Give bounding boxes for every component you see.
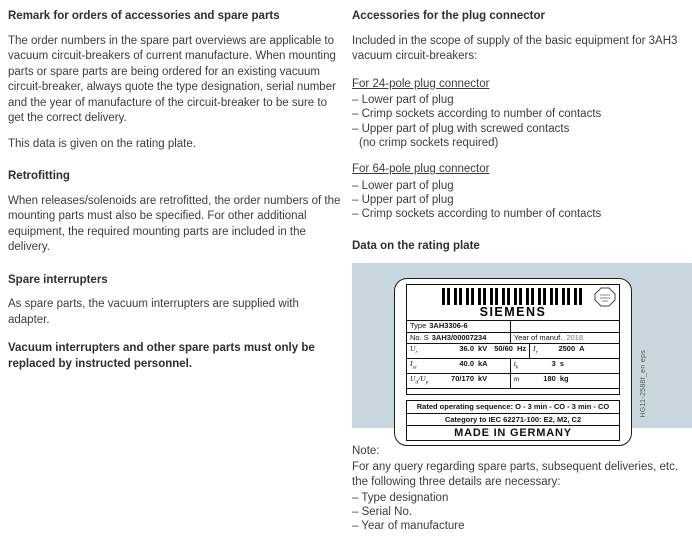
list-item: – Upper part of plug with screwed contacts bbox=[352, 122, 570, 135]
type-cell-right-empty bbox=[510, 321, 619, 332]
serial-cell bbox=[407, 333, 510, 344]
plate-empty-row bbox=[407, 388, 619, 394]
siemens-logo: SIEMENS bbox=[479, 305, 547, 320]
list-item: – Crimp sockets according to number of contacts bbox=[352, 108, 602, 121]
symbol-Ur: $U_r$ bbox=[410, 344, 418, 356]
rating-plate-label bbox=[394, 278, 632, 446]
frequency-value: 50/60 bbox=[494, 344, 513, 354]
mass-value: 180 bbox=[543, 374, 556, 384]
rated-voltage-unit: kV bbox=[478, 344, 488, 354]
plate-row-breaking-time bbox=[407, 358, 619, 373]
year-label: Year of manuf. bbox=[513, 332, 563, 342]
year-value: 2018 bbox=[566, 332, 584, 342]
figure-code-caption: HG11-2588f_en eps bbox=[640, 350, 647, 419]
withstand-voltage-unit: kV bbox=[478, 374, 488, 384]
list-64-pole bbox=[352, 179, 692, 222]
rated-voltage-value: 36.0 bbox=[459, 344, 474, 354]
barcode-icon bbox=[442, 288, 584, 305]
short-circuit-value: 40.0 bbox=[459, 359, 474, 369]
mass-unit: kg bbox=[559, 374, 569, 384]
rating-plate-figure bbox=[352, 263, 692, 440]
type-label: Type bbox=[410, 321, 427, 331]
withstand-voltage-value: 70/170 bbox=[451, 374, 474, 384]
list-item: – Lower part of plug bbox=[352, 94, 454, 106]
mass-cell bbox=[510, 374, 619, 388]
plate-row-voltage-current bbox=[407, 343, 619, 358]
quality-seal-icon bbox=[594, 287, 616, 307]
section-heading-plug-accessories: Accessories for the plug connector bbox=[352, 10, 545, 22]
serial-value: 3AH3/00007234 bbox=[431, 332, 487, 342]
note-item: – Year of manufacture bbox=[352, 520, 465, 533]
symbol-m: m bbox=[513, 374, 520, 384]
frequency-unit: Hz bbox=[516, 344, 527, 354]
duration-unit: s bbox=[559, 359, 564, 369]
note-label: Note: bbox=[352, 445, 380, 458]
note-item: – Serial No. bbox=[352, 505, 413, 518]
made-in-germany-row: MADE IN GERMANY bbox=[407, 425, 619, 440]
rating-plate-table bbox=[406, 284, 620, 395]
rated-current-value: 2500 bbox=[558, 344, 576, 354]
rated-voltage-cell bbox=[407, 344, 529, 358]
section-heading-spare-parts: Remark for orders of accessories and spare parts bbox=[8, 10, 280, 22]
plate-row-withstand-mass bbox=[407, 373, 619, 388]
short-circuit-unit: kA bbox=[478, 359, 488, 369]
spare-parts-paragraph: The order numbers in the spare part overviews are applicable to vacuum circuit-breakers of current manufacture. When mounting parts or spare parts are being ordered for an existing vacuum circuit-breaker, always quote the type designation, serial number and the year of manufacture of the circuit-breaker to be sure to get the correct delivery. bbox=[8, 34, 336, 124]
list-24-pole bbox=[352, 93, 692, 150]
duration-value: 3 bbox=[551, 359, 556, 369]
withstand-voltage-cell bbox=[407, 374, 510, 388]
rating-plate-header bbox=[407, 285, 619, 320]
note-block bbox=[352, 444, 692, 533]
left-column bbox=[8, 9, 342, 539]
symbol-Isc: $I_{sc}$ bbox=[410, 359, 418, 371]
subheading-64-pole: For 64-pole plug connector bbox=[352, 163, 490, 176]
symbol-UdUp: $U_d/U_p$ bbox=[410, 374, 429, 386]
category-row: Category to IEC 62271-100: E2, M2, C2 bbox=[407, 413, 619, 426]
plate-row-type bbox=[407, 320, 619, 332]
note-item: – Type designation bbox=[352, 491, 449, 504]
section-heading-retrofitting: Retrofitting bbox=[8, 170, 70, 182]
plug-accessories-intro: Included in the scope of supply of the basic equipment for 3AH3 vacuum circuit-breakers: bbox=[352, 34, 678, 62]
retrofitting-paragraph: When releases/solenoids are retrofitted, the order numbers of the mounting parts must also be specified. For other additional equipment, the required mounting parts are included in the delivery. bbox=[8, 194, 341, 253]
list-item: – Upper part of plug bbox=[352, 193, 454, 206]
operating-sequence-row: Rated operating sequence: O - 3 min - CO - 3 min - CO bbox=[416, 402, 610, 412]
list-item-continuation: (no crimp sockets required) bbox=[359, 136, 499, 149]
rated-current-cell bbox=[529, 344, 619, 358]
instructed-personnel-warning: Vacuum interrupters and other spare parts must only be replaced by instructed personnel. bbox=[8, 342, 315, 370]
plate-row-serial-year bbox=[407, 332, 619, 344]
plate-bottom-block bbox=[406, 400, 620, 441]
symbol-tk: $t_k$ bbox=[513, 359, 519, 371]
short-circuit-cell bbox=[407, 359, 510, 373]
serial-label: No. S bbox=[410, 332, 429, 342]
rating-plate-reference-paragraph: This data is given on the rating plate. bbox=[8, 137, 196, 150]
year-cell bbox=[510, 333, 619, 344]
list-item: – Crimp sockets according to number of contacts bbox=[352, 208, 602, 221]
subheading-24-pole: For 24-pole plug connector bbox=[352, 77, 490, 90]
duration-cell bbox=[510, 359, 619, 373]
type-value: 3AH3306-6 bbox=[429, 321, 468, 331]
symbol-Ir: $I_r$ bbox=[533, 344, 538, 356]
section-heading-rating-plate: Data on the rating plate bbox=[352, 239, 480, 252]
rated-current-unit: A bbox=[579, 344, 585, 354]
spare-interrupters-paragraph: As spare parts, the vacuum interrupters are supplied with adapter. bbox=[8, 298, 299, 326]
note-body: For any query regarding spare parts, subsequent deliveries, etc. the following three details are necessary: bbox=[352, 460, 679, 489]
type-cell bbox=[407, 321, 510, 332]
section-heading-spare-interrupters: Spare interrupters bbox=[8, 273, 108, 286]
right-column bbox=[352, 9, 692, 539]
list-item: – Lower part of plug bbox=[352, 179, 454, 192]
